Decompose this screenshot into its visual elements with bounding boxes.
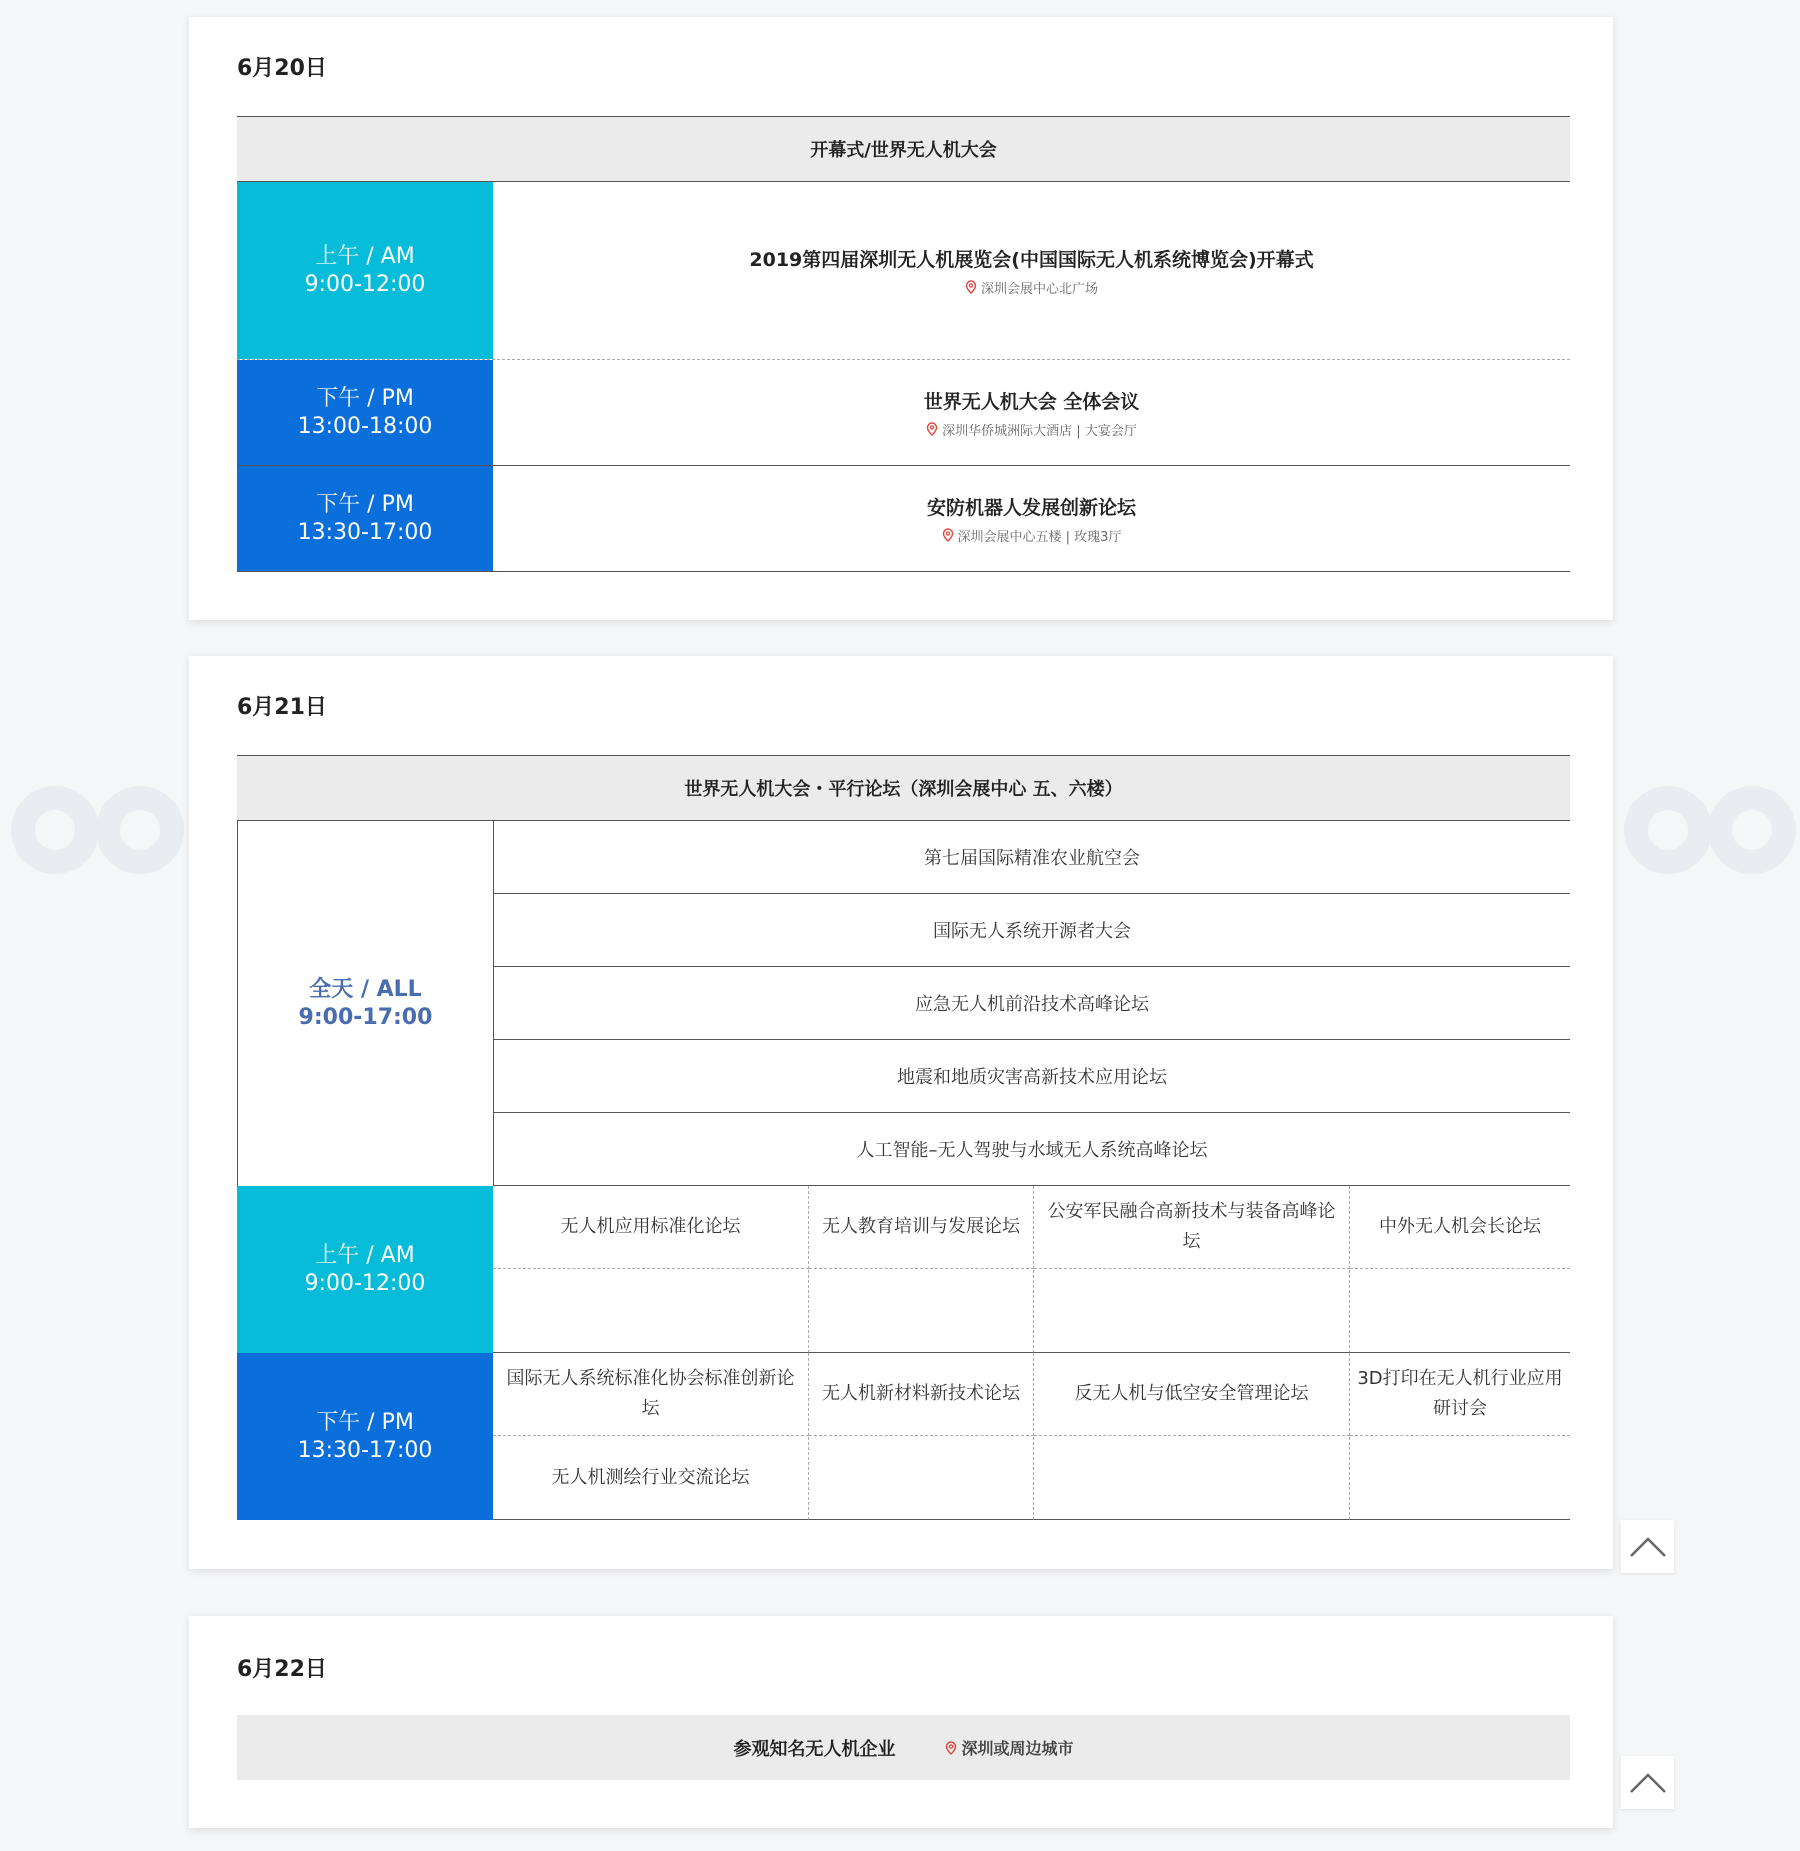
forum-cell: 公安军民融合高新技术与装备高峰论坛 xyxy=(1034,1186,1350,1269)
day-card-0621 xyxy=(189,656,1613,1569)
location-pin-icon xyxy=(942,528,954,542)
time-cell-allday xyxy=(237,821,493,1186)
event-content xyxy=(493,360,1570,465)
period-label: 上午 / AM xyxy=(315,243,415,269)
forum-cell: 3D打印在无人机行业应用研讨会 xyxy=(1350,1353,1570,1436)
time-range: 13:00-18:00 xyxy=(297,413,433,439)
forum-cell: 中外无人机会长论坛 xyxy=(1350,1186,1570,1269)
event-row xyxy=(237,182,1570,360)
forum-grid xyxy=(493,1353,1570,1520)
event-row xyxy=(237,466,1570,572)
location-text: 深圳华侨城洲际大酒店 | 大宴会厅 xyxy=(942,423,1137,439)
forum-cell: 无人机测绘行业交流论坛 xyxy=(493,1437,809,1520)
location-pin-icon xyxy=(965,280,977,294)
forum-cell xyxy=(1350,1270,1570,1353)
time-cell-pm xyxy=(237,466,493,571)
event-title: 2019第四届深圳无人机展览会(中国国际无人机系统博览会)开幕式 xyxy=(749,248,1314,271)
forum-cell xyxy=(1034,1437,1350,1520)
day-date: 6月20日 xyxy=(237,56,327,81)
event-location xyxy=(926,420,1137,439)
period-label: 全天 / ALL xyxy=(309,976,422,1002)
forum-item: 国际无人系统开源者大会 xyxy=(494,894,1570,967)
forum-item: 人工智能–无人驾驶与水域无人系统高峰论坛 xyxy=(494,1113,1570,1186)
chevron-up-icon xyxy=(1628,1535,1668,1559)
visit-bar xyxy=(237,1715,1570,1780)
location-text: 深圳会展中心北广场 xyxy=(980,281,1098,297)
forum-cell: 无人机新材料新技术论坛 xyxy=(809,1353,1034,1436)
time-range: 9:00-12:00 xyxy=(304,271,426,297)
forum-cell xyxy=(809,1270,1034,1353)
forum-item: 地震和地质灾害高新技术应用论坛 xyxy=(494,1040,1570,1113)
time-cell-am xyxy=(237,182,493,359)
forum-item: 第七届国际精准农业航空会 xyxy=(494,821,1570,894)
back-to-top-button[interactable] xyxy=(1621,1756,1674,1809)
period-label: 下午 / PM xyxy=(316,491,414,517)
time-range: 13:30-17:00 xyxy=(297,519,433,545)
location-text: 深圳或周边城市 xyxy=(961,1739,1074,1758)
allday-row xyxy=(237,821,1570,1186)
forum-cell: 反无人机与低空安全管理论坛 xyxy=(1034,1353,1350,1436)
forum-grid xyxy=(493,1186,1570,1353)
pm-row xyxy=(237,1353,1570,1520)
visit-title: 参观知名无人机企业 xyxy=(733,1738,896,1760)
event-row xyxy=(237,360,1570,466)
location-text: 深圳会展中心五楼 | 玫瑰3厅 xyxy=(957,529,1122,545)
table-header: 世界无人机大会・平行论坛（深圳会展中心 五、六楼） xyxy=(237,755,1570,821)
forum-cell: 国际无人系统标准化协会标准创新论坛 xyxy=(493,1353,809,1436)
am-row xyxy=(237,1186,1570,1353)
time-cell-am xyxy=(237,1186,493,1353)
event-content xyxy=(493,466,1570,571)
event-title: 世界无人机大会 全体会议 xyxy=(923,390,1140,413)
forum-item: 应急无人机前沿技术高峰论坛 xyxy=(494,967,1570,1040)
day-card-0622 xyxy=(189,1616,1613,1828)
time-cell-pm xyxy=(237,1353,493,1520)
back-to-top-button[interactable] xyxy=(1621,1520,1674,1573)
location-pin-icon xyxy=(945,1741,957,1755)
forum-cell xyxy=(493,1270,809,1353)
time-cell-pm xyxy=(237,360,493,465)
visit-location xyxy=(945,1736,1073,1759)
period-label: 上午 / AM xyxy=(315,1242,415,1268)
forum-cell xyxy=(1350,1437,1570,1520)
event-location xyxy=(965,278,1098,297)
forum-list xyxy=(493,821,1570,1186)
table-header: 开幕式/世界无人机大会 xyxy=(237,116,1570,182)
day-date: 6月22日 xyxy=(237,1657,327,1682)
forum-cell xyxy=(809,1437,1034,1520)
forum-cell xyxy=(1034,1270,1350,1353)
period-label: 下午 / PM xyxy=(316,1409,414,1435)
period-label: 下午 / PM xyxy=(316,385,414,411)
forum-cell: 无人教育培训与发展论坛 xyxy=(809,1186,1034,1269)
day-date: 6月21日 xyxy=(237,695,327,720)
event-title: 安防机器人发展创新论坛 xyxy=(926,496,1136,519)
time-range: 9:00-12:00 xyxy=(304,1270,426,1296)
event-location xyxy=(942,526,1122,545)
time-range: 9:00-17:00 xyxy=(298,1004,433,1030)
event-content xyxy=(493,182,1570,359)
forum-cell: 无人机应用标准化论坛 xyxy=(493,1186,809,1269)
chevron-up-icon xyxy=(1628,1771,1668,1795)
time-range: 13:30-17:00 xyxy=(297,1437,433,1463)
location-pin-icon xyxy=(926,422,938,436)
day-card-0620 xyxy=(189,17,1613,620)
schedule-table xyxy=(237,116,1570,572)
schedule-table xyxy=(237,755,1570,1520)
